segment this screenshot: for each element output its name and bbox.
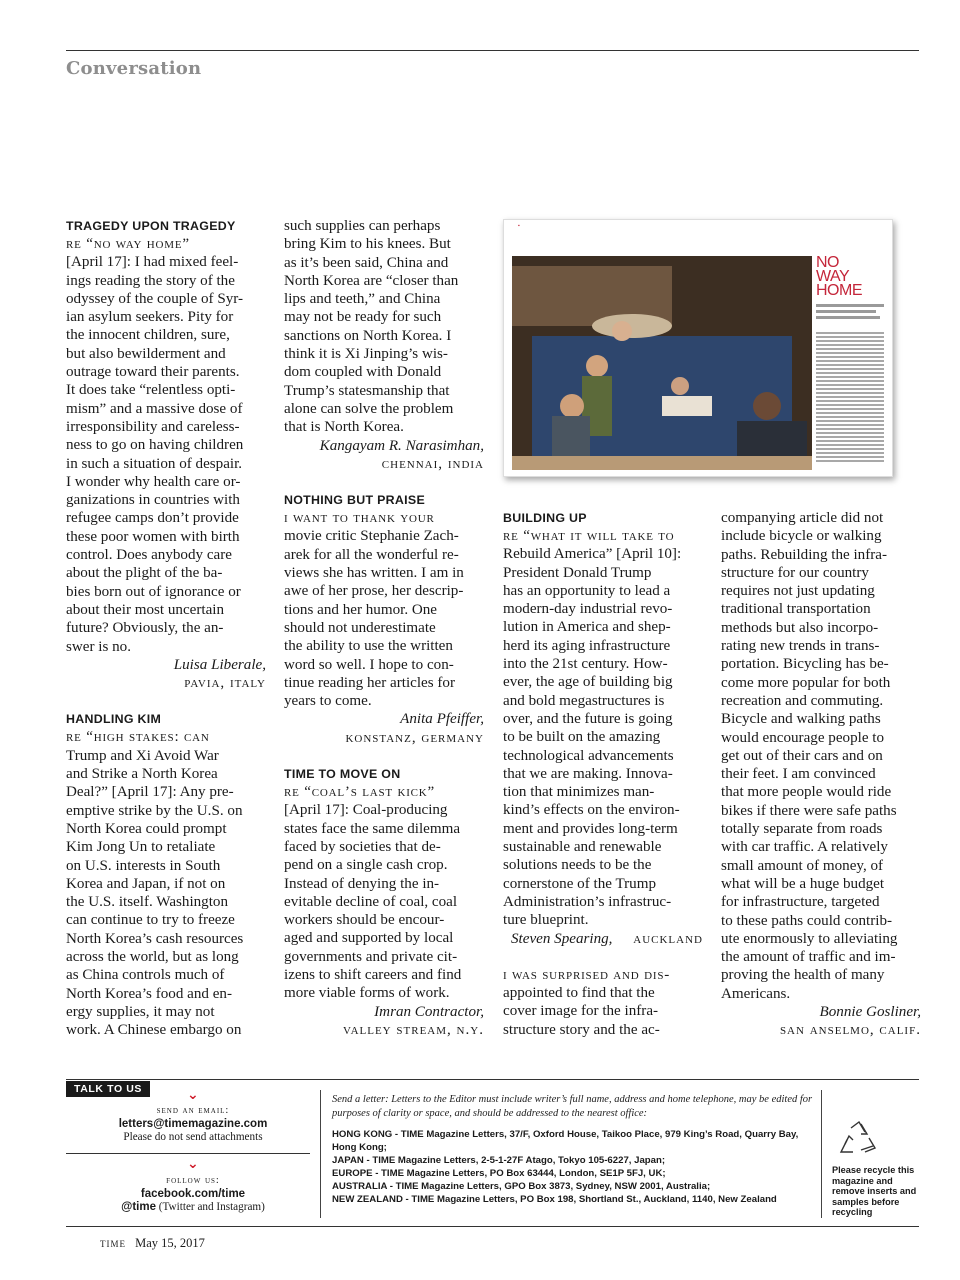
text-line: to be built on the amazing — [503, 729, 661, 746]
letter-signature: Anita Pfeiffer, — [400, 711, 484, 728]
text-line: awe of her prose, her descrip- — [284, 583, 464, 600]
text-line: bikes if there were safe paths — [721, 802, 897, 819]
text-line: that is North Korea. — [284, 419, 404, 436]
letter-signature: Steven Spearing, — [511, 930, 613, 947]
text-line: Rebuild America” [April 10]: — [503, 546, 682, 563]
text-line: faced by societies that de- — [284, 838, 441, 855]
text-line: kind’s effects on the environ- — [503, 802, 680, 819]
text-line: pend on a single cash crop. — [284, 857, 448, 874]
text-line: include bicycle or walking — [721, 528, 882, 545]
email-caption: send an email: — [156, 1105, 230, 1116]
text-line: Instead of denying the in- — [284, 875, 440, 892]
text-line: ian asylum seekers. Pity for — [66, 309, 234, 326]
chevron-down-icon: ⌄ — [187, 1156, 199, 1172]
text-line: ment and provides long-term — [503, 820, 678, 837]
text-line: would encourage people to — [721, 729, 885, 746]
text-line: North Korea’s food and en- — [66, 985, 232, 1002]
spread-tag: ▪ — [518, 223, 520, 229]
text-line: requires not just updating — [721, 583, 875, 600]
text-line: control. Does anybody care — [66, 547, 232, 564]
text-line: lips and teeth,” and China — [284, 291, 441, 308]
text-line: Deal?” [April 17]: Any pre- — [66, 784, 234, 801]
email-link[interactable]: letters@timemagazine.com — [118, 1117, 268, 1130]
letter-heading: BUILDING UP — [503, 511, 587, 525]
text-line: bies born out of ignorance or — [66, 583, 241, 600]
text-line: for infrastructure, targeted — [721, 894, 880, 911]
text-line: future? Obviously, the an- — [66, 620, 224, 637]
text-line: North Korea are “closer than — [284, 272, 459, 289]
text-line: states face the same dilemma — [284, 820, 461, 837]
text-line: may not be ready for such — [284, 309, 442, 326]
letter-body — [503, 527, 703, 930]
text-line: structure story and the ac- — [503, 1021, 660, 1038]
text-line: North Korea’s cash resources — [66, 930, 244, 947]
letter-signature: Bonnie Gosliner, — [819, 1004, 921, 1021]
text-line: methods but also incorpo- — [721, 619, 879, 636]
email-block — [73, 1104, 313, 1145]
top-rule — [66, 50, 919, 51]
text-line: governments and private cit- — [284, 948, 458, 965]
text-line: what will be a huge budget — [721, 875, 885, 892]
text-line: to these paths could contrib- — [721, 912, 893, 929]
text-line: re “what it will take to — [503, 528, 675, 544]
text-line: dom coupled with Donald — [284, 364, 442, 381]
letter-heading: HANDLING KIM — [66, 712, 162, 727]
follow-caption: follow us: — [166, 1175, 220, 1186]
text-line: in such a situation of despair. — [66, 455, 243, 472]
text-line: appointed to find that the — [503, 985, 655, 1002]
text-line: but also bewilderment and — [66, 345, 226, 362]
text-line: paths. Rebuilding the infra- — [721, 546, 887, 563]
text-line: should not underestimate — [284, 619, 436, 636]
text-line: swer is no. — [66, 638, 131, 655]
text-line: and Strike a North Korea — [66, 766, 218, 783]
text-line: i was surprised and dis- — [503, 966, 671, 983]
text-line: emptive strike by the U.S. on — [66, 802, 243, 819]
office-address: JAPAN - TIME Magazine Letters, 2-5-1-27F Atago, Tokyo 105-6227, Japan; — [332, 1155, 666, 1166]
letter-signature: Luisa Liberale, — [173, 656, 266, 673]
text-line: as China controls much of — [66, 967, 225, 984]
text-line: ture blueprint. — [503, 912, 589, 929]
letter-body-continued — [284, 217, 484, 437]
twitter-handle[interactable]: @time — [121, 1201, 156, 1213]
footer-vertical-rule — [320, 1090, 321, 1218]
text-line: workers should be encour- — [284, 912, 445, 929]
column-2 — [284, 217, 484, 1039]
office-address: EUROPE - TIME Magazine Letters, PO Box 63444, London, SE1P 5FJ, UK; — [332, 1168, 666, 1179]
text-line: odyssey of the couple of Syr- — [66, 290, 244, 307]
letter-body — [66, 728, 266, 1039]
text-line: sanctions on North Korea. I — [284, 327, 452, 344]
text-line: and bold megastructures is — [503, 692, 665, 709]
office-address: HONG KONG - TIME Magazine Letters, 37/F, Oxford House, Taikoo Place, 979 King’s Road, Quarry Bay, Hong Kong; — [332, 1129, 799, 1153]
text-line: izens to shift careers and find — [284, 966, 462, 983]
office-region: AUSTRALIA — [332, 1181, 388, 1192]
letter-heading: NOTHING BUT PRAISE — [284, 493, 426, 508]
text-line: modern-day industrial revo- — [503, 601, 673, 618]
facebook-link[interactable]: facebook.com/time — [140, 1187, 246, 1200]
text-line: word so well. I hope to con- — [284, 656, 454, 673]
letter-body — [284, 509, 484, 710]
text-line: companying article did not — [721, 510, 884, 526]
letter-location: pavia, italy — [184, 675, 266, 692]
text-line: about their most uncertain — [66, 601, 225, 618]
office-address: NEW ZEALAND - TIME Magazine Letters, PO Box 198, Shortland St., Auckland, 1140, New Zealand — [332, 1194, 777, 1205]
bottom-rule — [66, 1226, 919, 1227]
recycle-icon — [831, 1120, 891, 1162]
letter-location: chennai, india — [381, 455, 484, 472]
letter-location: konstanz, germany — [345, 729, 484, 746]
text-line: Trump and Xi Avoid War — [66, 747, 219, 764]
text-line: ute enormously to alleviating — [721, 930, 898, 947]
letter-location: valley stream, n.y. — [343, 1021, 484, 1038]
letter-location: san anselmo, calif. — [779, 1022, 921, 1039]
text-line: [April 17]: I had mixed feel- — [66, 254, 239, 271]
office-region: JAPAN — [332, 1155, 364, 1166]
office-region: EUROPE — [332, 1168, 373, 1179]
letter-heading: TIME TO MOVE ON — [284, 767, 401, 782]
section-title: Conversation — [66, 58, 202, 79]
column-3 — [503, 509, 703, 1039]
text-line: more viable forms of work. — [284, 985, 450, 1002]
spread-text-line — [816, 316, 880, 319]
text-line: ever, the age of building big — [503, 674, 673, 691]
text-line: I wonder why health care or- — [66, 473, 241, 490]
text-line: solutions needs to be the — [503, 857, 652, 874]
text-line: totally separate from roads — [721, 821, 883, 838]
office-list — [332, 1128, 816, 1206]
family-photo — [512, 256, 812, 470]
text-line: the amount of traffic and im- — [721, 949, 896, 966]
text-line: It does take “relentless opti- — [66, 382, 236, 399]
chevron-down-icon: ⌄ — [187, 1087, 199, 1103]
office-address: AUSTRALIA - TIME Magazine Letters, GPO Box 3873, Sydney, NSW 2001, Australia; — [332, 1181, 711, 1192]
letter-instructions: Send a letter: Letters to the Editor must include writer’s full name, address and home telephone, may be edited for purposes of clarity or space, and should be addressed to the nearest office: — [332, 1094, 813, 1119]
spread-title: NO WAY HOME — [816, 254, 862, 299]
text-line: small amount of money, of — [721, 857, 884, 874]
spread-body-text — [816, 332, 884, 462]
text-line: recreation and commuting. — [721, 692, 884, 709]
twitter-note: (Twitter and Instagram) — [158, 1201, 265, 1213]
brand-name: time — [100, 1236, 126, 1250]
text-line: Administration’s infrastruc- — [503, 893, 672, 910]
footer-vertical-rule — [821, 1090, 822, 1218]
text-line: aged and supported by local — [284, 930, 454, 947]
text-line: portation. Bicycling has be- — [721, 656, 889, 673]
text-line: think it is Xi Jinping’s wis- — [284, 346, 448, 363]
text-line: get out of their cars and on — [721, 747, 883, 764]
text-line: into the 21st century. How- — [503, 656, 668, 673]
text-line: tion that minimizes man- — [503, 784, 655, 801]
text-line: has an opportunity to lead a — [503, 582, 671, 599]
text-line: alone can solve the problem — [284, 400, 454, 417]
office-region: HONG KONG — [332, 1129, 393, 1140]
text-line: Kim Jong Un to retaliate — [66, 839, 216, 856]
letter-body-continued — [721, 509, 921, 1003]
text-line: outrage toward their parents. — [66, 364, 240, 381]
text-line: ganizations in countries with — [66, 492, 240, 509]
text-line: can continue to try to freeze — [66, 912, 235, 929]
talk-to-us-label: TALK TO US — [66, 1081, 150, 1097]
text-line: tinue reading her articles for — [284, 674, 455, 691]
text-line: Bicycle and walking paths — [721, 711, 881, 728]
text-line: as it’s been said, China and — [284, 254, 449, 271]
letter-signature: Kangayam R. Narasimhan, — [319, 437, 484, 454]
photo-illustration — [512, 256, 812, 470]
text-line: years to come. — [284, 693, 372, 710]
text-line: sustainable and renewable — [503, 839, 662, 856]
text-line: the U.S. itself. Washington — [66, 894, 229, 911]
text-line: re “coal’s last kick” — [284, 784, 436, 801]
text-line: herd its aging infrastructure — [503, 637, 671, 654]
text-line: North Korea could prompt — [66, 820, 227, 837]
text-line: with car traffic. A relatively — [721, 839, 888, 856]
text-line: arek for all the wonderful re- — [284, 546, 459, 563]
letter-body — [284, 783, 484, 1003]
text-line: lution in America and shep- — [503, 619, 671, 636]
text-line: structure for our country — [721, 564, 869, 581]
text-line: tions and her humor. One — [284, 601, 438, 618]
text-line: across the world, but as long — [66, 948, 239, 965]
spread-text-line — [816, 310, 876, 313]
text-line: Korea and Japan, if not on — [66, 875, 226, 892]
text-line: proving the health of many — [721, 967, 885, 984]
text-line: the ability to use the written — [284, 638, 453, 655]
text-line: ergy supplies, it may not — [66, 1003, 215, 1020]
letter-body — [66, 235, 266, 656]
text-line: ings reading the story of the — [66, 272, 235, 289]
text-line: the innocent children, sure, — [66, 327, 230, 344]
text-line: technological advancements — [503, 747, 674, 764]
spread-text-line — [816, 304, 884, 307]
text-line: about the plight of the ba- — [66, 565, 223, 582]
text-line: rating new trends in trans- — [721, 638, 880, 655]
text-line: Americans. — [721, 985, 791, 1002]
text-line: ness to go on having children — [66, 437, 244, 454]
article-spread-thumbnail — [503, 219, 893, 477]
recycle-message: Please recycle this magazine and remove inserts and samples before recycling — [832, 1165, 917, 1217]
column-1 — [66, 217, 266, 1039]
text-line: cornerstone of the Trump — [503, 875, 657, 892]
text-line: on U.S. interests in South — [66, 857, 221, 874]
text-line: traditional transportation — [721, 601, 871, 618]
letter-body — [503, 966, 703, 1039]
text-line: views she has written. I am in — [284, 565, 464, 582]
page-folio — [100, 1236, 205, 1251]
letter-signature-row — [503, 930, 703, 948]
issue-date: May 15, 2017 — [135, 1236, 205, 1250]
text-line: Trump’s statesmanship that — [284, 382, 450, 399]
letter-signature: Imran Contractor, — [374, 1003, 484, 1020]
text-line: these poor women with birth — [66, 528, 240, 545]
office-region: NEW ZEALAND — [332, 1194, 403, 1205]
letter-addresses — [332, 1093, 816, 1206]
letter-heading: TRAGEDY UPON TRAGEDY — [66, 219, 236, 233]
footer-rule — [66, 1079, 919, 1080]
column-4 — [721, 509, 921, 1040]
text-line: movie critic Stephanie Zach- — [284, 528, 459, 545]
text-line: re “high stakes: can — [66, 729, 210, 746]
text-line: that more people would ride — [721, 784, 892, 801]
text-line: such supplies can perhaps — [284, 218, 441, 234]
text-line: cover image for the infra- — [503, 1003, 659, 1020]
text-line: bring Kim to his knees. But — [284, 236, 451, 253]
text-line: evitable decline of coal, coal — [284, 893, 458, 910]
text-line: re “no way home” — [66, 236, 190, 252]
text-line: work. A Chinese embargo on — [66, 1022, 242, 1039]
text-line: irresponsibility and careless- — [66, 418, 240, 435]
letter-location: auckland — [633, 930, 703, 947]
text-line: refugee camps don’t provide — [66, 510, 239, 527]
text-line: [April 17]: Coal-producing — [284, 802, 448, 819]
text-line: President Donald Trump — [503, 564, 652, 581]
text-line: i want to thank your — [284, 510, 435, 527]
text-line: their feet. I am convinced — [721, 766, 876, 783]
text-line: that we are making. Innova- — [503, 765, 673, 782]
footer-divider — [66, 1153, 310, 1154]
text-line: mism” and a massive dose of — [66, 400, 243, 417]
email-note: Please do not send attachments — [123, 1131, 263, 1143]
text-line: over, and the future is going — [503, 710, 673, 727]
follow-block — [73, 1174, 313, 1215]
text-line: come more popular for both — [721, 674, 891, 691]
